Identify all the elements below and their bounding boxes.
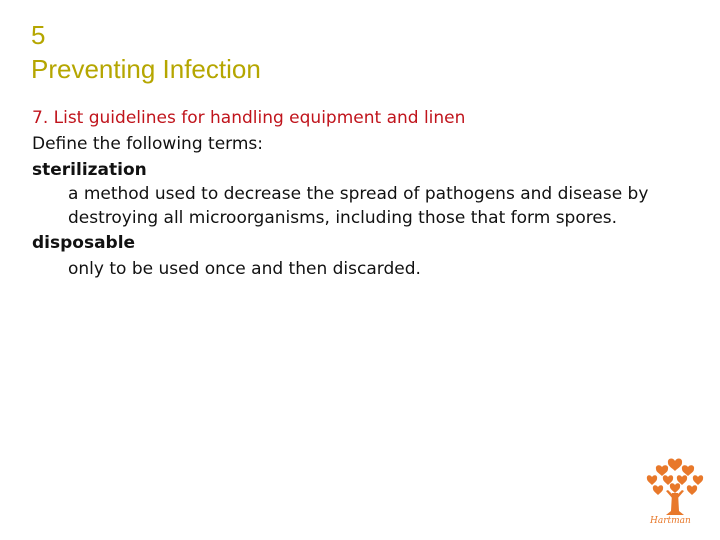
chapter-number: 5: [31, 20, 46, 50]
term-sterilization: sterilization: [32, 160, 147, 180]
chapter-title: Preventing Infection: [31, 54, 261, 84]
slide-body: [32, 105, 672, 282]
learning-objective: 7. List guidelines for handling equipment and linen: [32, 108, 466, 128]
logo-text: Hartman: [650, 516, 691, 526]
definition-sterilization: a method used to decrease the spread of pathogens and disease by destroying all microorganisms, including those that form spores.: [68, 184, 649, 228]
term-disposable: disposable: [32, 233, 136, 253]
definition-disposable: only to be used once and then discarded.: [68, 259, 421, 279]
intro-text: Define the following terms:: [32, 134, 263, 154]
chapter-header: [31, 18, 261, 86]
